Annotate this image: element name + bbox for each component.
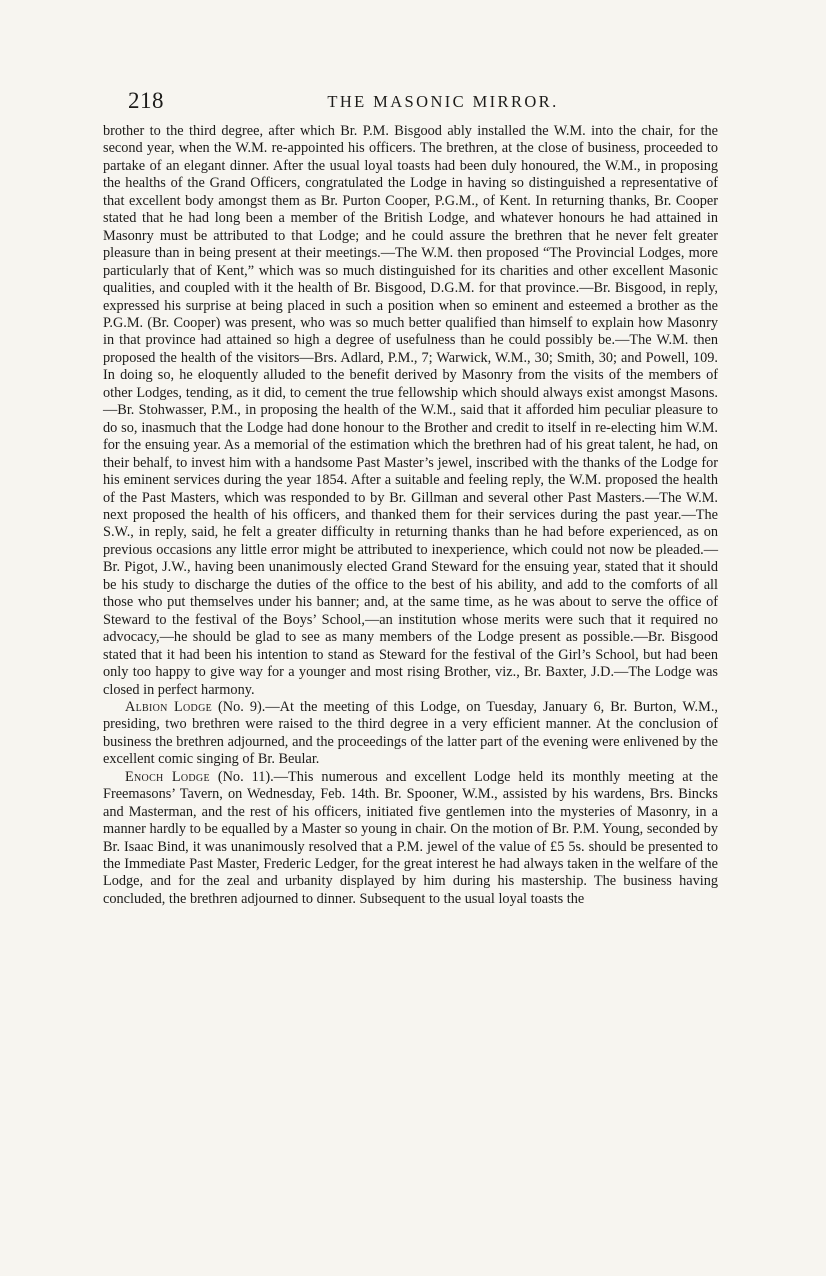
running-title: THE MASONIC MIRROR. <box>327 92 559 111</box>
paragraph-text: brother to the third degree, after which Br. P.M. Bisgood ably installed the W.M. into the chair, for the second year, when the W.M. re-appointed his officers. The brethren, at the close of business, proceeded to partake of an elegant dinner. After the usual loyal toasts had been duly honoured, the W.M., in proposing the healths of the Grand Officers, congratulated the Lodge in having so distinguished a representative of that excellent body amongst them as Br. Purton Cooper, P.G.M., of Kent. In returning thanks, Br. Cooper stated that he had long been a member of the British Lodge, and whatever honours he had attained in Masonry must be attributed to that Lodge; and he could assure the brethren that he never felt greater pleasure than in being present at their meetings.—The W.M. then proposed “The Provincial Lodges, more particularly that of Kent,” which was so much distinguished for its charities and other excellent Masonic qualities, and coupled with it the health of Br. Bisgood, D.G.M. for that province.—Br. Bisgood, in reply, expressed his surprise at being placed in such a position when so eminent and esteemed a brother as the P.G.M. (Br. Cooper) was present, who was so much better qualified than himself to explain how Masonry in that province had attained so high a degree of usefulness than he could possibly be.—The W.M. then proposed the health of the visitors—Brs. Adlard, P.M., 7; Warwick, W.M., 30; Smith, 30; and Powell, 109. In doing so, he eloquently alluded to the benefit derived by Masonry from the visits of the members of other Lodges, tending, as it did, to cement the true fellowship which should always exist amongst Masons.—Br. Stohwasser, P.M., in proposing the health of the W.M., said that it afforded him peculiar pleasure to do so, inasmuch that the Lodge had done honour to the Brother and credit to itself in re-electing him W.M. for the ensuing year. As a memorial of the estimation which the brethren had of his great talent, he had, on their behalf, to invest him with a handsome Past Master’s jewel, inscribed with the thanks of the Lodge for his eminent services during the year 1854. After a suitable and feeling reply, the W.M. proposed the health of the Past Masters, which was responded to by Br. Gillman and several other Past Masters.—The W.M. next proposed the health of his officers, and thanked them for their services during the past year.—The S.W., in reply, said, he felt a greater difficulty in returning thanks than he had before experienced, as on previous occasions any little error might be attributed to inexperience, which could not now be pleaded.—Br. Pigot, J.W., having been unanimously elected Grand Steward for the ensuing year, stated that it should be his study to discharge the duties of the office to the best of his ability, and add to the comforts of all those who put themselves under his banner; and, at the same time, as he was about to serve the office of Steward to the festival of the Boys’ School,—an institution whose merits were such that it required no advocacy,—he should be glad to see as many members of the Lodge present as possible.—Br. Bisgood stated that it had been his intention to stand as Steward for the festival of the Girl’s School, but had been only too happy to give way for a younger and most rising Brother, viz., Br. Baxter, J.D.—The Lodge was closed in perfect harmony. <box>103 123 718 698</box>
paragraph-enoch-lodge <box>103 769 718 909</box>
paragraph-text: (No. 9).—At the meeting of this Lodge, on Tuesday, January 6, Br. Burton, W.M., presiding, two brethren were raised to the third degree in a very efficient manner. At the conclusion of business the brethren adjourned, and the proceedings of the latter part of the evening were enlivened by the excellent comic singing of Br. Beular. <box>103 698 718 768</box>
paragraph-text: (No. 11).—This numerous and excellent Lodge held its monthly meeting at the Freemasons’ Tavern, on Wednesday, Feb. 14th. Br. Spooner, W.M., assisted by his wardens, Brs. Bincks and Masterman, and the rest of his officers, initiated five gentlemen into the mysteries of Masonry, in a manner hardly to be equalled by a Master so young in chair. On the motion of Br. P.M. Young, seconded by Br. Isaac Bind, it was unanimously resolved that a P.M. jewel of the value of £5 5s. should be presented to the Immediate Past Master, Frederic Ledger, for the great interest he had always taken in the welfare of the Lodge, and for the zeal and urbanity displayed by him during his mastership. The business having concluded, the brethren adjourned to dinner. Subsequent to the usual loyal toasts the <box>103 768 719 907</box>
page-header <box>128 88 718 118</box>
page-number: 218 <box>128 88 164 113</box>
paragraph-albion-lodge <box>103 699 718 769</box>
paragraph-british-lodge-report <box>103 123 718 699</box>
lodge-name: Enoch Lodge <box>125 768 210 785</box>
lodge-name: Albion Lodge <box>125 698 213 715</box>
body-text <box>103 123 718 908</box>
